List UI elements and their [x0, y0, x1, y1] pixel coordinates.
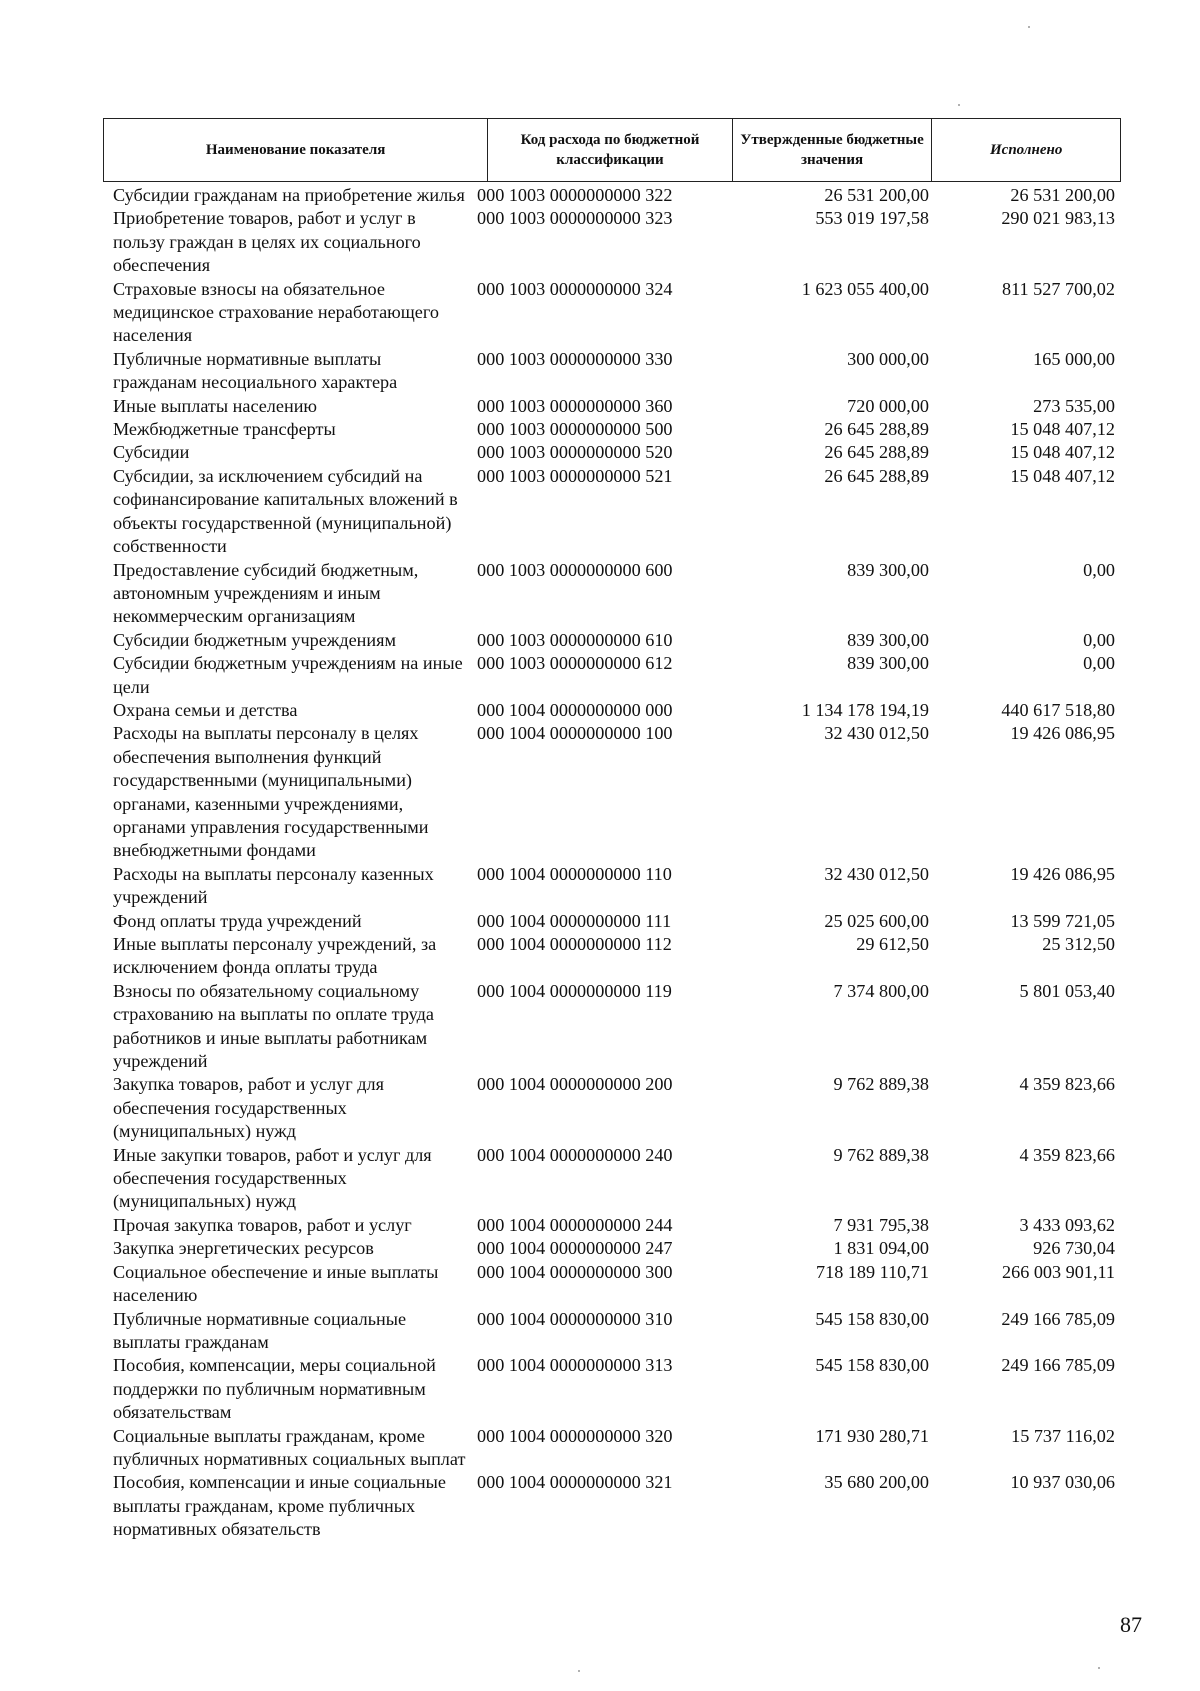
row-done: 26 531 200,00 — [1010, 185, 1115, 205]
row-done: 926 730,04 — [1033, 1238, 1115, 1259]
row-approved: 32 430 012,50 — [824, 863, 929, 884]
table-row — [103, 1144, 1121, 1214]
table-row — [103, 1237, 1121, 1260]
header-code: Код расхода по бюджетной классификации — [488, 119, 733, 181]
table-row — [103, 1425, 1121, 1472]
table-row — [103, 1261, 1121, 1308]
table-row — [103, 395, 1121, 418]
row-name: Публичные нормативные выплаты гражданам несоциального характера — [113, 348, 398, 393]
row-code: 000 1004 0000000000 111 — [477, 910, 672, 931]
row-done: 0,00 — [1083, 653, 1115, 674]
row-code: 000 1004 0000000000 112 — [477, 934, 672, 954]
row-code: 000 1003 0000000000 330 — [477, 348, 673, 369]
row-code: 000 1004 0000000000 300 — [477, 1261, 673, 1282]
row-approved: 9 762 889,38 — [833, 1074, 929, 1095]
table-row — [103, 933, 1121, 980]
table-row — [103, 980, 1121, 1074]
row-approved: 26 531 200,00 — [824, 185, 929, 205]
row-code: 000 1003 0000000000 322 — [477, 185, 673, 205]
row-done: 165 000,00 — [1033, 348, 1115, 369]
row-approved: 32 430 012,50 — [824, 723, 929, 744]
table-row — [103, 652, 1121, 699]
row-code: 000 1004 0000000000 320 — [477, 1425, 673, 1446]
page-number: 87 — [1120, 1612, 1142, 1637]
table-row — [103, 910, 1121, 933]
row-done: 15 048 407,12 — [1010, 442, 1115, 463]
row-approved: 26 645 288,89 — [824, 465, 929, 486]
row-name: Пособия, компенсации, меры социальной поддержки по публичным нормативным обязательствам — [113, 1355, 436, 1423]
table-row — [103, 1214, 1121, 1237]
row-code: 000 1004 0000000000 321 — [477, 1472, 673, 1493]
row-approved: 7 374 800,00 — [833, 980, 929, 1001]
row-done: 4 359 823,66 — [1019, 1144, 1115, 1165]
row-approved: 1 623 055 400,00 — [801, 278, 929, 299]
table-row — [103, 1354, 1121, 1424]
row-name: Взносы по обязательному социальному страхованию на выплаты по оплате труда работников и иные выплаты работникам учреждений — [113, 980, 434, 1072]
table-row — [103, 863, 1121, 910]
row-name: Фонд оплаты труда учреждений — [113, 910, 362, 931]
row-approved: 171 930 280,71 — [815, 1425, 929, 1446]
row-name: Социальное обеспечение и иные выплаты населению — [113, 1261, 439, 1306]
row-code: 000 1004 0000000000 000 — [477, 699, 673, 720]
row-code: 000 1003 0000000000 324 — [477, 278, 673, 299]
row-code: 000 1004 0000000000 100 — [477, 723, 673, 744]
table-row — [103, 207, 1121, 277]
row-approved: 545 158 830,00 — [815, 1355, 929, 1376]
row-done: 10 937 030,06 — [1010, 1472, 1115, 1493]
row-done: 19 426 086,95 — [1010, 863, 1115, 884]
row-name: Закупка товаров, работ и услуг для обеспечения государственных (муниципальных) нужд — [113, 1074, 384, 1142]
row-approved: 1 831 094,00 — [833, 1238, 929, 1259]
row-name: Субсидии — [113, 442, 190, 463]
row-approved: 25 025 600,00 — [824, 910, 929, 931]
table-body — [103, 184, 1121, 1542]
table-row — [103, 1471, 1121, 1541]
row-approved: 1 134 178 194,19 — [801, 699, 929, 720]
scan-speck — [1028, 26, 1030, 28]
scan-speck — [1098, 1667, 1100, 1669]
table-row — [103, 629, 1121, 652]
row-name: Охрана семьи и детства — [113, 699, 298, 720]
row-name: Расходы на выплаты персоналу в целях обеспечения выполнения функций государственными (муниципальными) органами, казенными учреждениями, органами управления государственными внебюджетными фондами — [113, 723, 429, 861]
row-done: 249 166 785,09 — [1001, 1308, 1115, 1329]
row-done: 19 426 086,95 — [1010, 723, 1115, 744]
row-name: Прочая закупка товаров, работ и услуг — [113, 1214, 412, 1235]
row-done: 0,00 — [1083, 629, 1115, 650]
scan-speck — [578, 1670, 580, 1672]
row-name: Иные выплаты персоналу учреждений, за исключением фонда оплаты труда — [113, 934, 437, 978]
row-done: 15 048 407,12 — [1010, 419, 1115, 440]
table-row — [103, 1308, 1121, 1355]
row-code: 000 1003 0000000000 521 — [477, 465, 673, 486]
row-name: Публичные нормативные социальные выплаты гражданам — [113, 1308, 407, 1352]
table-row — [103, 418, 1121, 441]
row-done: 290 021 983,13 — [1001, 208, 1115, 229]
header-name: Наименование показателя — [104, 119, 488, 181]
table-row — [103, 699, 1121, 722]
row-code: 000 1003 0000000000 600 — [477, 559, 673, 580]
row-code: 000 1004 0000000000 240 — [477, 1144, 673, 1165]
row-done: 13 599 721,05 — [1010, 910, 1115, 931]
table-row — [103, 559, 1121, 629]
row-approved: 7 931 795,38 — [833, 1214, 929, 1235]
row-name: Расходы на выплаты персоналу казенных учреждений — [113, 863, 434, 908]
row-code: 000 1004 0000000000 119 — [477, 980, 672, 1001]
row-done: 273 535,00 — [1033, 395, 1115, 416]
row-approved: 9 762 889,38 — [833, 1144, 929, 1165]
row-name: Субсидии бюджетным учреждениям — [113, 629, 397, 650]
row-name: Закупка энергетических ресурсов — [113, 1238, 374, 1259]
row-done: 15 737 116,02 — [1011, 1425, 1115, 1446]
row-approved: 718 189 110,71 — [816, 1261, 929, 1282]
table-row — [103, 184, 1121, 207]
table-row — [103, 278, 1121, 348]
row-done: 15 048 407,12 — [1010, 465, 1115, 486]
row-approved: 35 680 200,00 — [824, 1472, 929, 1493]
row-approved: 839 300,00 — [847, 653, 929, 674]
table-row — [103, 441, 1121, 464]
row-code: 000 1004 0000000000 247 — [477, 1238, 673, 1259]
row-name: Иные выплаты населению — [113, 395, 318, 416]
row-approved: 26 645 288,89 — [824, 442, 929, 463]
row-approved: 545 158 830,00 — [815, 1308, 929, 1329]
row-code: 000 1004 0000000000 313 — [477, 1355, 673, 1376]
row-done: 25 312,50 — [1042, 934, 1115, 954]
table-row — [103, 465, 1121, 559]
row-done: 266 003 901,11 — [1002, 1261, 1115, 1282]
row-done: 3 433 093,62 — [1019, 1214, 1115, 1235]
row-done: 0,00 — [1083, 559, 1115, 580]
row-done: 440 617 518,80 — [1001, 699, 1115, 720]
row-done: 5 801 053,40 — [1019, 980, 1115, 1001]
row-name: Иные закупки товаров, работ и услуг для обеспечения государственных (муниципальных) нужд — [113, 1144, 432, 1212]
row-name: Предоставление субсидий бюджетным, автономным учреждениям и иным некоммерческим организациям — [113, 559, 419, 627]
row-approved: 720 000,00 — [847, 395, 929, 416]
row-name: Межбюджетные трансферты — [113, 419, 336, 440]
row-code: 000 1003 0000000000 612 — [477, 653, 673, 674]
table-header — [103, 118, 1121, 182]
table-row — [103, 722, 1121, 862]
row-name: Субсидии гражданам на приобретение жилья — [113, 185, 465, 205]
row-approved: 553 019 197,58 — [815, 208, 929, 229]
table-row — [103, 1073, 1121, 1143]
row-name: Пособия, компенсации и иные социальные выплаты гражданам, кроме публичных нормативных обязательств — [113, 1472, 446, 1540]
header-done: Исполнено — [990, 142, 1063, 158]
row-code: 000 1004 0000000000 200 — [477, 1074, 673, 1095]
row-approved: 839 300,00 — [847, 629, 929, 650]
row-code: 000 1003 0000000000 500 — [477, 419, 673, 440]
row-code: 000 1004 0000000000 110 — [477, 863, 672, 884]
row-code: 000 1003 0000000000 323 — [477, 208, 673, 229]
row-done: 249 166 785,09 — [1001, 1355, 1115, 1376]
header-approved: Утвержденные бюджетные значения — [733, 119, 933, 181]
row-code: 000 1003 0000000000 610 — [477, 629, 673, 650]
row-code: 000 1004 0000000000 310 — [477, 1308, 673, 1329]
scan-speck — [958, 104, 960, 106]
row-approved: 839 300,00 — [847, 559, 929, 580]
row-name: Субсидии, за исключением субсидий на софинансирование капитальных вложений в объекты государственной (муниципальной) собственности — [113, 465, 458, 557]
row-approved: 300 000,00 — [847, 348, 929, 369]
row-name: Страховые взносы на обязательное медицинское страхование неработающего населения — [113, 278, 439, 346]
row-name: Социальные выплаты гражданам, кроме публичных нормативных социальных выплат — [113, 1425, 466, 1469]
row-code: 000 1003 0000000000 520 — [477, 442, 673, 463]
row-approved: 26 645 288,89 — [824, 419, 929, 440]
row-code: 000 1004 0000000000 244 — [477, 1214, 673, 1235]
row-done: 4 359 823,66 — [1019, 1074, 1115, 1095]
row-code: 000 1003 0000000000 360 — [477, 395, 673, 416]
row-done: 811 527 700,02 — [1002, 278, 1115, 299]
table-row — [103, 348, 1121, 395]
row-approved: 29 612,50 — [856, 934, 929, 954]
row-name: Субсидии бюджетным учреждениям на иные цели — [113, 653, 463, 697]
row-name: Приобретение товаров, работ и услуг в пользу граждан в целях их социального обеспечения — [113, 208, 421, 276]
